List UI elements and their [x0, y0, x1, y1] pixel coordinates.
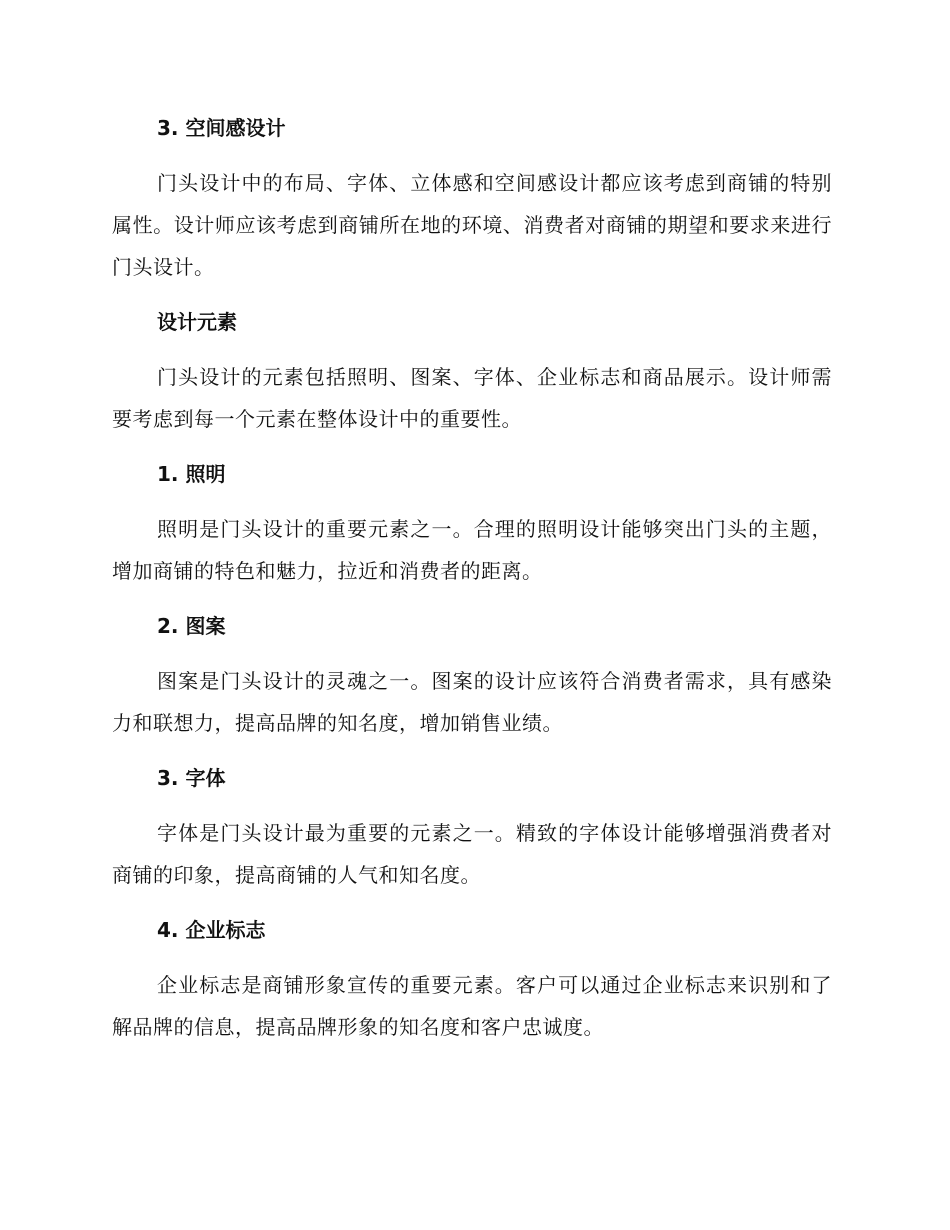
- section-heading: 3. 空间感设计: [157, 116, 286, 140]
- section-heading: 设计元素: [157, 310, 237, 334]
- section-paragraph: 照明是门头设计的重要元素之一。合理的照明设计能够突出门头的主题，增加商铺的特色和魅力，拉近和消费者的距离。: [112, 517, 832, 583]
- section-heading: 1. 照明: [157, 462, 226, 486]
- section-paragraph: 门头设计的元素包括照明、图案、字体、企业标志和商品展示。设计师需要考虑到每一个元素在整体设计中的重要性。: [112, 365, 832, 431]
- section-paragraph: 图案是门头设计的灵魂之一。图案的设计应该符合消费者需求，具有感染力和联想力，提高品牌的知名度，增加销售业绩。: [112, 669, 832, 735]
- section-heading: 2. 图案: [157, 614, 226, 638]
- document-page: [112, 108, 832, 1048]
- section-heading: 3. 字体: [157, 766, 226, 790]
- section-paragraph: 企业标志是商铺形象宣传的重要元素。客户可以通过企业标志来识别和了解品牌的信息，提高品牌形象的知名度和客户忠诚度。: [112, 973, 832, 1039]
- section-paragraph: 门头设计中的布局、字体、立体感和空间感设计都应该考虑到商铺的特别属性。设计师应该考虑到商铺所在地的环境、消费者对商铺的期望和要求来进行门头设计。: [112, 171, 832, 279]
- section-paragraph: 字体是门头设计最为重要的元素之一。精致的字体设计能够增强消费者对商铺的印象，提高商铺的人气和知名度。: [112, 821, 832, 887]
- section-heading: 4. 企业标志: [157, 918, 266, 942]
